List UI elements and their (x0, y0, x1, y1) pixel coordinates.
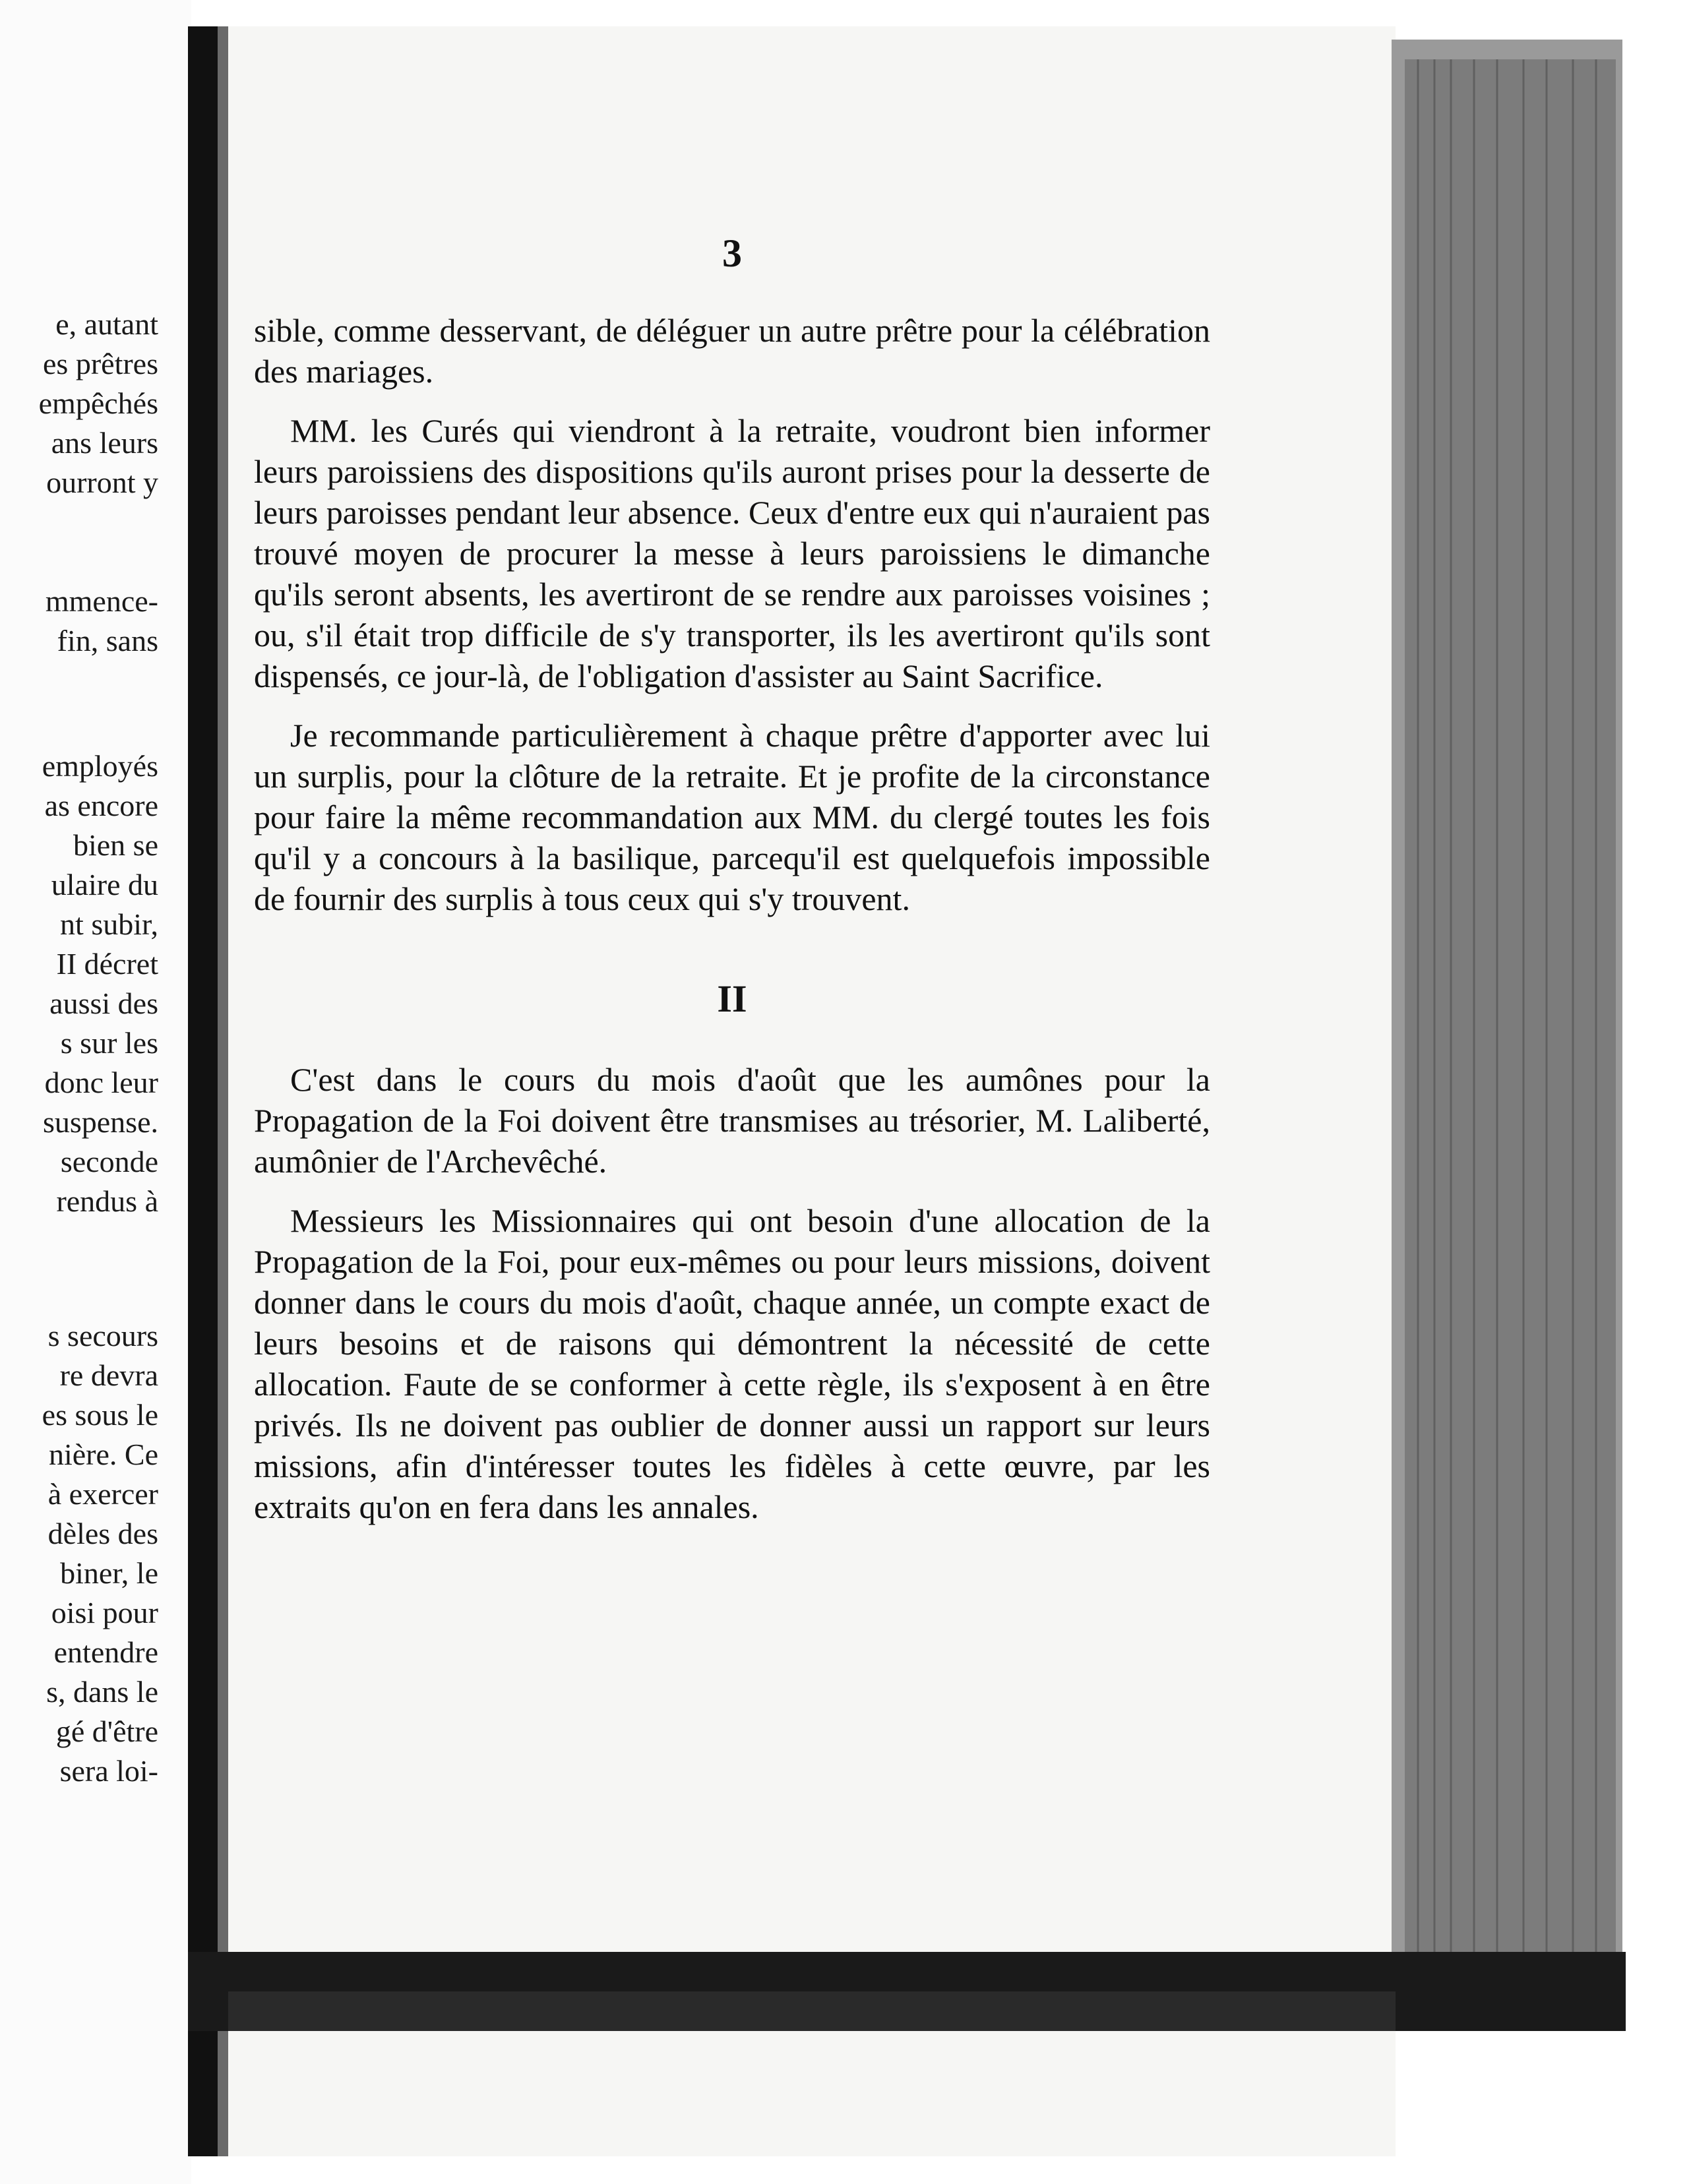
left-page-line: biner, le (60, 1556, 158, 1590)
left-page-line: dèles des (47, 1517, 158, 1550)
left-page-line: seconde (60, 1145, 158, 1178)
left-page-line: s secours (47, 1319, 158, 1352)
left-page-line: ans leurs (51, 426, 158, 460)
left-page-line: II décret (56, 947, 158, 981)
left-page-line: entendre (53, 1635, 158, 1669)
left-page-fragment (0, 0, 178, 2184)
page-body (254, 310, 1210, 1546)
left-page-line: gé d'être (55, 1714, 158, 1748)
left-page-line: s, dans le (46, 1675, 158, 1709)
left-page-line: rendus à (56, 1184, 158, 1218)
left-page-line: bien se (73, 828, 158, 862)
paragraph: sible, comme desservant, de déléguer un autre prêtre pour la célébration des mariages. (254, 312, 1210, 390)
left-page-line: e, autant (55, 307, 158, 341)
left-page-line: nière. Ce (48, 1438, 158, 1471)
paragraph: MM. les Curés qui viendront à la retraite, voudront bien informer leurs paroissiens des dispositions qu'ils auront prises pour la desserte de leurs paroisses pendant leur absence. Ceux d'entre eux qui n'auraient pas trouvé moyen de procurer la messe à leurs paroissiens le dimanche qu'ils seront absents, les avertiront de se rendre aux paroisses voisines ; ou, s'il était trop difficile de s'y transporter, ils les avertiront qu'ils sont dispensés, ce jour-là, de l'obligation d'assister au Saint Sacrifice. (254, 412, 1210, 694)
left-page-line: mmence- (45, 584, 158, 618)
left-page-line: es prêtres (43, 347, 158, 380)
left-page-line: s sur les (60, 1026, 158, 1060)
paragraph: Je recommande particulièrement à chaque prêtre d'apporter avec lui un surplis, pour la clôture de la retraite. Et je profite de la circonstance pour faire la même recommandation aux MM. du clergé toutes les fois qu'il y a concours à la basilique, parcequ'il est quelquefois impossible de fournir des surplis à tous ceux qui s'y trouvent. (254, 717, 1210, 917)
left-page-line: sera loi- (59, 1754, 158, 1788)
left-page-line: employés (42, 749, 158, 783)
paragraph: Messieurs les Missionnaires qui ont besoin d'une allocation de la Propagation de la Foi, pour eux-mêmes ou pour leurs missions, doivent donner dans le cours du mois d'août, chaque année, un compte exact de leurs besoins et de raisons qui démontrent la nécessité de cette allocation. Faute de se conformer à cette règle, ils s'exposent à en être privés. Ils ne doivent pas oublier de donner aussi un rapport sur leurs missions, afin d'intéresser toutes les fidèles à cette œuvre, par les extraits qu'on en fera dans les annales. (254, 1202, 1210, 1525)
left-page-line: fin, sans (57, 624, 158, 657)
left-page-line: empêchés (38, 386, 158, 420)
paragraph: C'est dans le cours du mois d'août que les aumônes pour la Propagation de la Foi doivent être transmises au trésorier, M. Laliberté, aumônier de l'Archevêché. (254, 1061, 1210, 1180)
left-page-line: à exercer (47, 1477, 158, 1511)
left-page-line: oisi pour (51, 1596, 158, 1629)
page-number: 3 (722, 231, 742, 275)
left-page-line: es sous le (42, 1398, 158, 1432)
left-page-line: as encore (44, 789, 158, 822)
left-page-line: donc leur (44, 1066, 158, 1099)
left-page-line: suspense. (42, 1105, 158, 1139)
left-page-line: ourront y (46, 466, 158, 499)
left-page-line: aussi des (49, 986, 158, 1020)
left-page-line: re devra (59, 1358, 158, 1392)
section-heading: II (717, 977, 747, 1020)
left-page-line: ulaire du (51, 868, 158, 901)
left-page-line: nt subir, (60, 907, 158, 941)
